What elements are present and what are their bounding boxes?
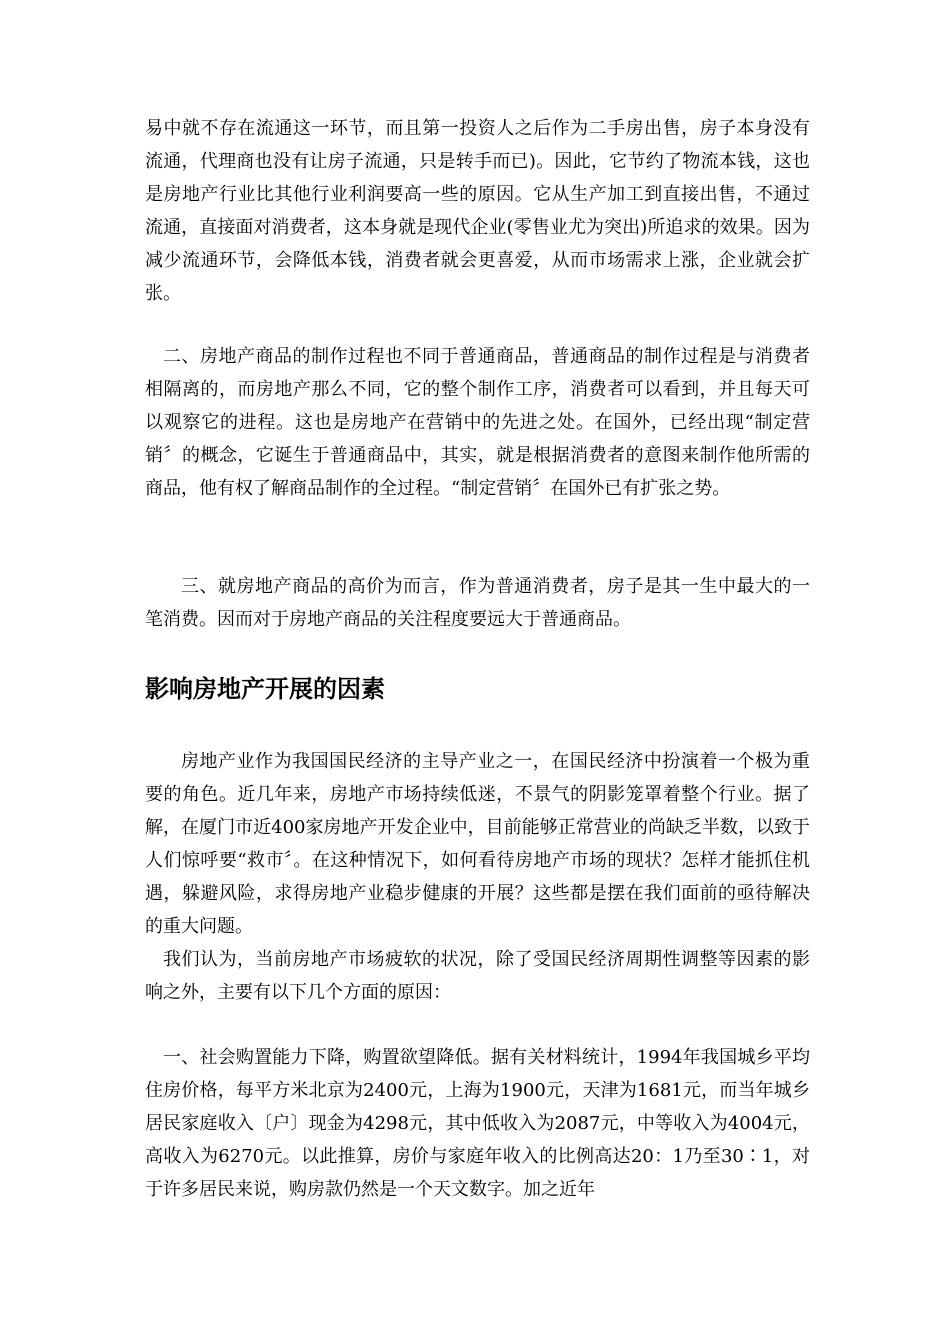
paragraph-6: 一、社会购置能力下降，购置欲望降低。据有关材料统计，1994年我国城乡平均住房价格，每平方米北京为2400元，上海为1900元，天津为1681元，而当年城乡居民家庭收入〔户〕现金为4298元，其中低收入为2087元，中等收入为4004元，高收入为6270元。以此推算，房价与家庭年收入的比例高达20：1乃至30∶1，对于许多居民来说，购房款仍然是一个天文数字。加之近年 (145, 1047, 810, 1200)
paragraph-1: 易中就不存在流通这一环节，而且第一投资人之后作为二手房出售，房子本身没有流通，代理商也没有让房子流通，只是转手而已)。因此，它节约了物流本钱，这也是房地产行业比其他行业利润要高一些的原因。它从生产加工到直接出售，不通过流通，直接面对消费者，这本身就是现代企业(零售业尤为突出)所追求的效果。因为减少流通环节，会降低本钱，消费者就会更喜爱，从而市场需求上涨，企业就会扩张。 (145, 118, 810, 304)
paragraph-2: 二、房地产商品的制作过程也不同于普通商品，普通商品的制作过程是与消费者相隔离的，而房地产那么不同，它的整个制作工序，消费者可以看到，并且每天可以观察它的进程。这也是房地产在营销中的先进之处。在国外，已经出现“制定营销〞的概念，它诞生于普通商品中，其实，就是根据消费者的意图来制作他所需的商品，他有权了解商品制作的全过程。“制定营销〞在国外已有扩张之势。 (145, 346, 810, 499)
paragraph-5: 我们认为，当前房地产市场疲软的状况，除了受国民经济周期性调整等因素的影响之外，主要有以下几个方面的原因： (145, 949, 810, 1003)
paragraph-3: 三、就房地产商品的高价为而言，作为普通消费者，房子是其一生中最大的一笔消费。因而对于房地产商品的关注程度要远大于普通商品。 (145, 576, 810, 630)
paragraph-4: 房地产业作为我国国民经济的主导产业之一，在国民经济中扮演着一个极为重要的角色。近几年来，房地产市场持续低迷，不景气的阴影笼罩着整个行业。据了解，在厦门市近400家房地产开发企业中，目前能够正常营业的尚缺乏半数，以致于人们惊呼要“救市〞。在这种情况下，如何看待房地产市场的现状？怎样才能抓住机遇，躲避风险，求得房地产业稳步健康的开展？这些都是摆在我们面前的亟待解决的重大问题。 (145, 751, 810, 937)
section-heading: 影响房地产开展的因素 (145, 675, 385, 703)
